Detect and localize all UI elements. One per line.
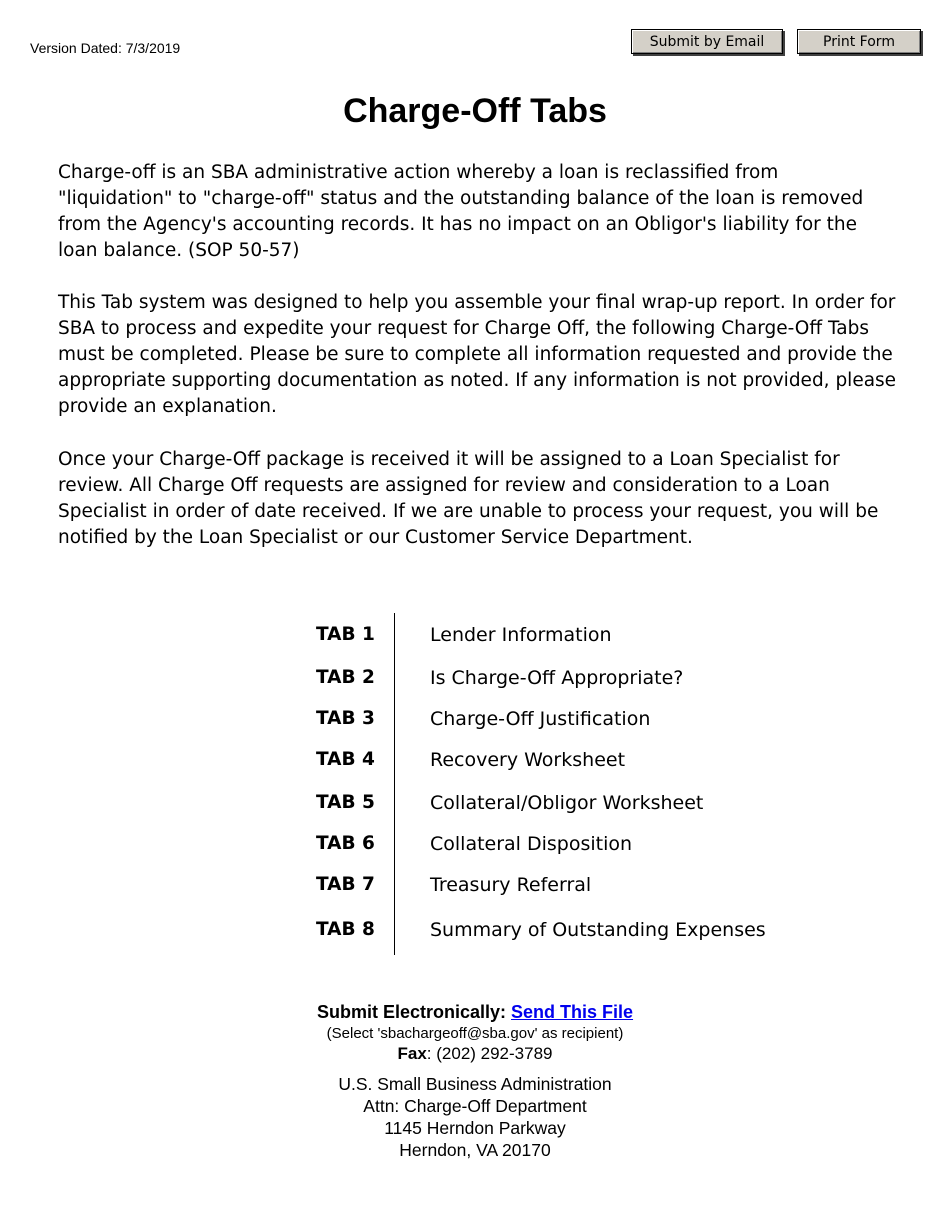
fax-label: Fax: [397, 1044, 427, 1063]
tab-title: Is Charge-Off Appropriate?: [430, 667, 684, 689]
tab-title: Charge-Off Justification: [430, 708, 651, 730]
address-city-state-zip: Herndon, VA 20170: [399, 1140, 551, 1160]
tab-title: Collateral Disposition: [430, 833, 633, 855]
print-form-button[interactable]: Print Form: [797, 29, 921, 54]
address-street: 1145 Herndon Parkway: [384, 1118, 566, 1138]
tab-number: TAB 1: [316, 624, 375, 645]
tab-row: [0, 620, 950, 650]
tab-title: Treasury Referral: [430, 874, 592, 896]
tab-row: [0, 870, 950, 900]
intro-paragraph-definition: Charge-off is an SBA administrative action whereby a loan is reclassified from "liquidation" to "charge-off" status and the outstanding balance of the loan is removed from the Agency's accounting records. It has no impact on an Obligor's liability for the loan balance. (SOP 50-57): [58, 162, 864, 261]
tab-row: [0, 829, 950, 859]
tab-row: [0, 788, 950, 818]
intro-paragraph-review: Once your Charge-Off package is received it will be assigned to a Loan Specialist for review. All Charge Off requests are assigned for review and consideration to a Loan Specialist in order of date received. If we are unable to process your request, you will be notified by the Loan Specialist or our Customer Service Department.: [58, 449, 879, 548]
recipient-note: (Select 'sbachargeoff@sba.gov' as recipient): [326, 1025, 624, 1042]
tab-row: [0, 704, 950, 734]
fax-line: [0, 1044, 950, 1064]
address-organization: U.S. Small Business Administration: [338, 1074, 612, 1094]
send-this-file-link[interactable]: Send This File: [511, 1002, 634, 1022]
tab-title: Collateral/Obligor Worksheet: [430, 792, 704, 814]
tab-title: Lender Information: [430, 624, 612, 646]
intro-paragraph-purpose: This Tab system was designed to help you assemble your final wrap-up report. In order for SBA to process and expedite your request for Charge Off, the following Charge-Off Tabs must be completed. Please be sure to complete all information requested and provide the appropriate supporting documentation as noted. If any information is not provided, please provide an explanation.: [58, 292, 897, 417]
submit-by-email-button[interactable]: Submit by Email: [631, 29, 783, 54]
version-date: Version Dated: 7/3/2019: [30, 40, 181, 56]
fax-number: : (202) 292-3789: [426, 1044, 553, 1063]
submit-electronically-line: [0, 1002, 950, 1023]
tab-row: [0, 663, 950, 693]
tab-number: TAB 2: [316, 667, 375, 688]
tab-title: Summary of Outstanding Expenses: [430, 919, 766, 941]
tab-number: TAB 8: [316, 919, 375, 940]
tab-number: TAB 7: [316, 874, 375, 895]
address-attention: Attn: Charge-Off Department: [363, 1096, 587, 1116]
tab-row: [0, 745, 950, 775]
tab-number: TAB 3: [316, 708, 375, 729]
tab-number: TAB 5: [316, 792, 375, 813]
tab-number: TAB 4: [316, 749, 375, 770]
tab-number: TAB 6: [316, 833, 375, 854]
submit-electronically-label: Submit Electronically:: [316, 1002, 506, 1022]
tab-row: [0, 915, 950, 945]
page-title: Charge-Off Tabs: [343, 92, 607, 130]
tab-title: Recovery Worksheet: [430, 749, 626, 771]
